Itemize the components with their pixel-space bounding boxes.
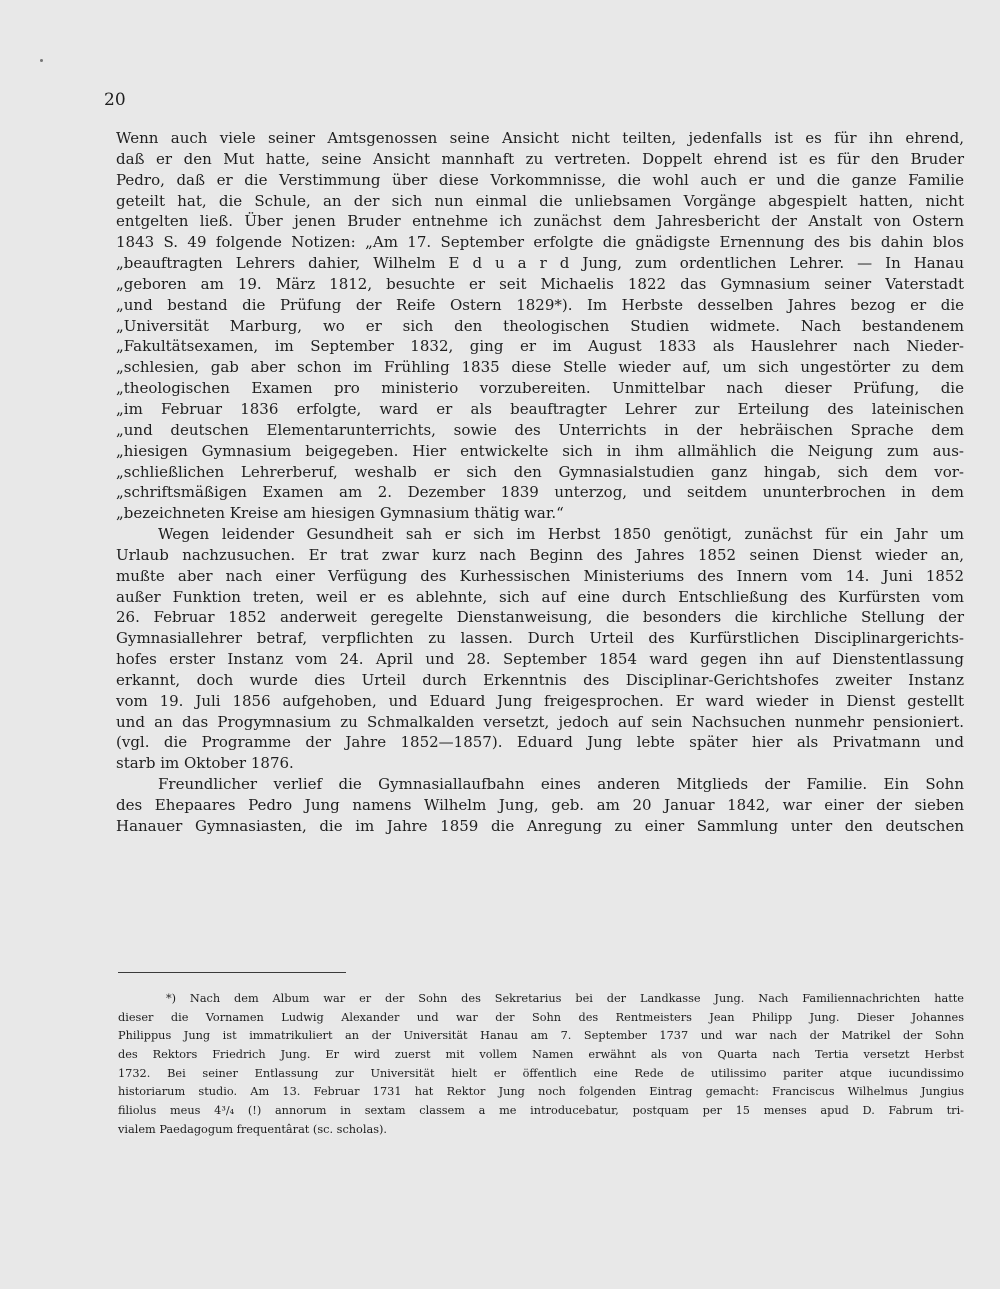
text-line: „bezeichneten Kreise am hiesigen Gymnasium thätig war.“ — [116, 504, 564, 523]
main-text — [116, 128, 964, 837]
footnote — [118, 990, 964, 1140]
scan-speck — [40, 59, 43, 62]
footnote-line: historiarum studio. Am 13. Februar 1731 hat Rektor Jung noch folgenden Eintrag gemacht: Franciscus Wilhelmus Jungius — [118, 1085, 964, 1099]
footnote-line: *) Nach dem Album war er der Sohn des Sekretarius bei der Landkasse Jung. Nach Familiennachrichten hatte — [166, 992, 964, 1005]
text-line: Wenn auch viele seiner Amtsgenossen seine Ansicht nicht teilten, jedenfalls ist es für ihn ehrend, — [116, 129, 964, 147]
text-line: „schließlichen Lehrerberuf, weshalb er sich den Gymnasialstudien ganz hingab, sich dem vor- — [116, 462, 964, 481]
text-line: „im Februar 1836 erfolgte, ward er als beauftragter Lehrer zur Erteilung des lateinischen — [116, 399, 964, 418]
text-line: geteilt hat, die Schule, an der sich nun einmal die unliebsamen Vorgänge abgespielt hatten, nicht — [116, 191, 964, 210]
text-line: „schriftsmäßigen Examen am 2. Dezember 1839 unterzog, und seitdem ununterbrochen in dem — [116, 483, 964, 502]
text-line: vom 19. Juli 1856 aufgehoben, und Eduard Jung freigesprochen. Er ward wieder in Dienst gestellt — [116, 691, 964, 710]
footnote-divider — [118, 972, 346, 973]
footnote-line: Philippus Jung ist immatrikuliert an der Universität Hanau am 7. September 1737 und war nach der Matrikel der Sohn — [118, 1029, 964, 1043]
text-line: „geboren am 19. März 1812, besuchte er seit Michaelis 1822 das Gymnasium seiner Vaterstadt — [116, 274, 964, 293]
text-line: entgelten ließ. Über jenen Bruder entnehme ich zunächst dem Jahresbericht der Anstalt von Ostern — [116, 212, 964, 231]
text-line: und an das Progymnasium zu Schmalkalden versetzt, jedoch auf sein Nachsuchen nunmehr pensioniert. — [116, 712, 964, 731]
text-line: „Fakultätsexamen, im September 1832, ging er im August 1833 als Hauslehrer nach Nieder- — [116, 337, 964, 356]
text-line: 1843 S. 49 folgende Notizen: „Am 17. September erfolgte die gnädigste Ernennung des bis dahin blos — [116, 233, 964, 252]
text-line: starb im Oktober 1876. — [116, 754, 294, 773]
text-line: mußte aber nach einer Verfügung des Kurhessischen Ministeriums des Innern vom 14. Juni 1852 — [116, 566, 964, 585]
text-line: „beauftragten Lehrers dahier, Wilhelm E d u a r d Jung, zum ordentlichen Lehrer. — In Hanau — [116, 254, 964, 273]
footnote-line: dieser die Vornamen Ludwig Alexander und war der Sohn des Rentmeisters Jean Philipp Jung. Dieser Johannes — [118, 1010, 964, 1024]
text-line: Hanauer Gymnasiasten, die im Jahre 1859 die Anregung zu einer Sammlung unter den deutschen — [116, 816, 964, 835]
text-line: „hiesigen Gymnasium beigegeben. Hier entwickelte sich in ihm allmählich die Neigung zum aus- — [116, 441, 964, 460]
text-line: Urlaub nachzusuchen. Er trat zwar kurz nach Beginn des Jahres 1852 seinen Dienst wieder an, — [116, 545, 964, 564]
footnote-line: des Rektors Friedrich Jung. Er wird zuerst mit vollem Namen erwähnt als von Quarta nach Tertia versetzt Herbst — [118, 1048, 964, 1062]
footnote-line: vialem Paedagogum frequentârat (sc. scholas). — [118, 1122, 387, 1136]
text-line: daß er den Mut hatte, seine Ansicht mannhaft zu vertreten. Doppelt ehrend ist es für den Bruder — [116, 149, 964, 168]
text-line: (vgl. die Programme der Jahre 1852—1857). Eduard Jung lebte später hier als Privatmann und — [116, 733, 964, 752]
text-line: außer Funktion treten, weil er es ablehnte, sich auf eine durch Entschließung des Kurfürsten vom — [116, 587, 964, 606]
text-line: 26. Februar 1852 anderweit geregelte Dienstanweisung, die besonders die kirchliche Stellung der — [116, 608, 964, 627]
paragraph-first-line: Wegen leidender Gesundheit sah er sich im Herbst 1850 genötigt, zunächst für ein Jahr um — [158, 525, 964, 544]
text-line: „und deutschen Elementarunterrichts, sowie des Unterrichts in der hebräischen Sprache dem — [116, 420, 964, 439]
footnote-line: 1732. Bei seiner Entlassung zur Universität hielt er öffentlich eine Rede de utilissimo pariter atque iucundissimo — [118, 1066, 964, 1080]
text-line: „und bestand die Prüfung der Reife Ostern 1829*). Im Herbste desselben Jahres bezog er die — [116, 295, 964, 314]
text-line: erkannt, doch wurde dies Urteil durch Erkenntnis des Disciplinar-Gerichtshofes zweiter Instanz — [116, 670, 964, 689]
page-number: 20 — [104, 90, 126, 110]
footnote-line: filiolus meus 4³/₄ (!) annorum in sextam classem a me introducebatur, postquam per 15 menses apud D. Fabrum tri- — [118, 1104, 964, 1118]
text-line: des Ehepaares Pedro Jung namens Wilhelm Jung, geb. am 20 Januar 1842, war einer der sieben — [116, 796, 964, 814]
text-line: „Universität Marburg, wo er sich den theologischen Studien widmete. Nach bestandenem — [116, 316, 964, 335]
text-line: „schlesien, gab aber schon im Frühling 1835 diese Stelle wieder auf, um sich ungestörter zu dem — [116, 358, 964, 377]
text-line: „theologischen Examen pro ministerio vorzubereiten. Unmittelbar nach dieser Prüfung, die — [116, 379, 964, 398]
paragraph-first-line: Freundlicher verlief die Gymnasiallaufbahn eines anderen Mitglieds der Familie. Ein Sohn — [158, 775, 964, 794]
text-line: hofes erster Instanz vom 24. April und 28. September 1854 ward gegen ihn auf Dienstentlassung — [116, 650, 964, 669]
text-line: Pedro, daß er die Verstimmung über diese Vorkommnisse, die wohl auch er und die ganze Familie — [116, 170, 964, 189]
text-line: Gymnasiallehrer betraf, verpflichten zu lassen. Durch Urteil des Kurfürstlichen Disciplinargerichts- — [116, 629, 964, 648]
